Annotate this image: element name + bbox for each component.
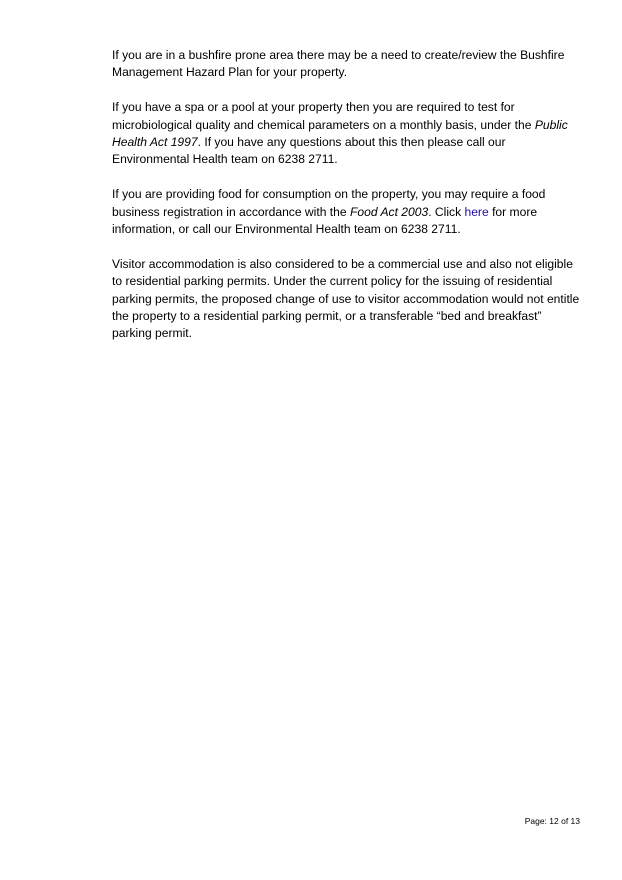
document-body [112, 47, 584, 360]
food-info-link[interactable]: here [464, 204, 489, 219]
parking-paragraph [112, 256, 584, 343]
public-health-act-title: Public Health Act 1997 [112, 117, 568, 150]
pool-spa-text-end: . If you have any questions about this then please call our Environmental Health team on 6238 2711. [112, 135, 506, 167]
parking-text: Visitor accommodation is also considered to be a commercial use and also not eligible to residential parking permits. Under the current policy for the issuing of residential parking permits, the proposed change of use to visitor accommodation would not entitle the property to a residential parking permit, or a transferable “bed and breakfast” parking permit. [112, 256, 580, 341]
food-act-title: Food Act 2003 [349, 204, 429, 219]
page-number: Page: 12 of 13 [524, 816, 580, 826]
food-text-end: for more information, or call our Environmental Health team on 6238 2711. [112, 204, 538, 237]
food-text-click: . Click [428, 204, 465, 219]
food-text-start: If you are providing food for consumption on the property, you may require a food business registration in accordance with the [112, 187, 546, 219]
pool-spa-paragraph [112, 99, 584, 169]
bushfire-paragraph [112, 47, 584, 82]
food-paragraph [112, 186, 584, 238]
bushfire-text: If you are in a bushfire prone area there may be a need to create/review the Bushfire Management Hazard Plan for your property. [112, 48, 565, 80]
pool-spa-text-start: If you have a spa or a pool at your property then you are required to test for microbiological quality and chemical parameters on a monthly basis, under the [112, 100, 535, 132]
